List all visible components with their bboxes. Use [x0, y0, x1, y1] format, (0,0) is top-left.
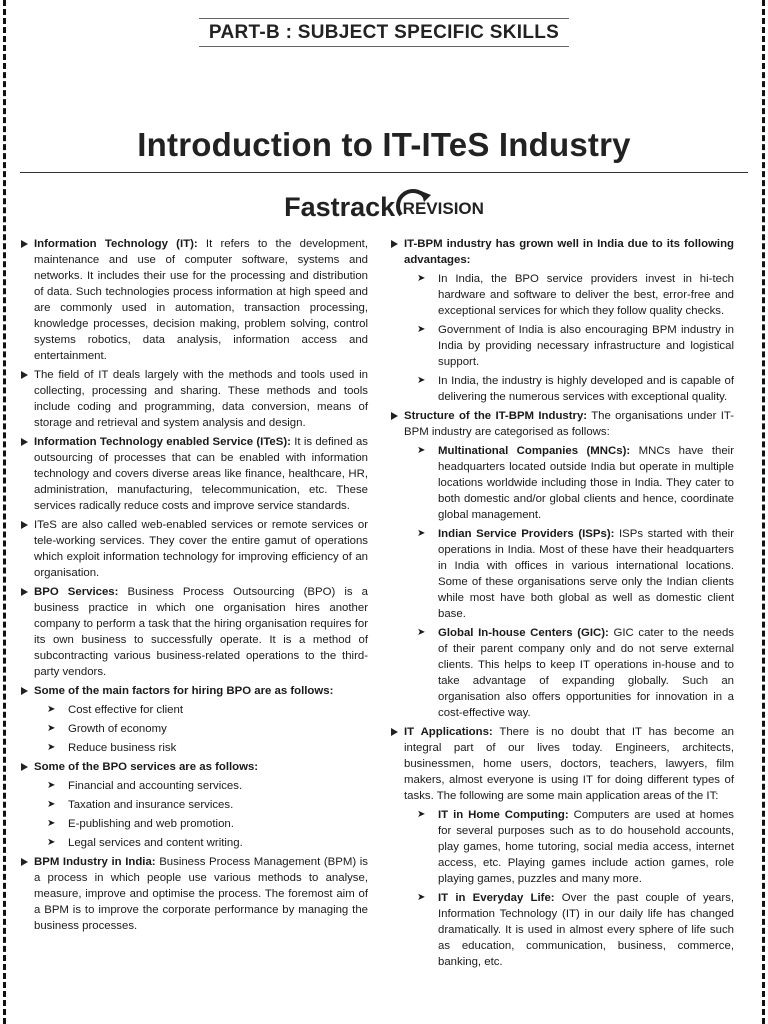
revision-word: REVISION — [402, 199, 484, 218]
left-column — [20, 236, 368, 937]
bullet-ites-web-enabled — [20, 517, 368, 581]
bullet-heading: Information Technology enabled Service (ITeS): — [34, 436, 291, 448]
bullet-heading: Structure of the IT-BPM Industry: — [404, 410, 588, 422]
list-item: ➤ In India, the BPO service providers invest in hi-tech hardware and software to deliver the best, error-free and exceptional services for which they follow quality checks. — [390, 271, 734, 319]
bullet-text: ITeS are also called web-enabled services or remote services or tele-working services. They cover the entire gamut of operations which exploit information technology for improving efficiency of an organisation. — [34, 519, 368, 579]
list-item: ➤ Cost effective for client — [20, 702, 368, 718]
sub-text: ISPs started with their operations in India. Most of these have their headquarters in India with offices in various international locations. Some of these organisations serve only the Indian clients while most have both global as well as domestic client base. — [438, 528, 734, 620]
sub-text: MNCs have their headquarters located outside India but operate in multiple locations worldwide including those in India. They cater to both domestic and/or global clients and hence, coordinate global management. — [438, 445, 734, 521]
bullet-bpo-services — [20, 584, 368, 680]
bullet-itbpm-advantages — [390, 236, 734, 268]
list-item-mncs — [390, 443, 734, 523]
sub-heading: Indian Service Providers (ISPs): — [438, 528, 615, 540]
sub-text: Computers are used at homes for several purposes such as to do household accounts, play games, home tutoring, social media access, internet access, etc. Playing games include action games, role playing games, puzzles and many more. — [438, 809, 734, 885]
sub-heading: IT in Home Computing: — [438, 809, 569, 821]
list-item-home-computing — [390, 807, 734, 887]
sub-heading: IT in Everyday Life: — [438, 892, 555, 904]
sub-heading: Global In-house Centers (GIC): — [438, 627, 609, 639]
part-header — [20, 18, 748, 47]
page-border-right — [762, 0, 765, 1024]
page-border-left — [3, 0, 6, 1024]
bullet-text: It refers to the development, maintenance and use of computer software, systems and networks. It includes their use for the processing and distribution of data. Such technologies process information at high speed and are commonly used in automation, transaction processing, knowledge processes, decision making, problem solving, control systems robotics, data analysis, information access and entertainment. — [34, 238, 369, 362]
bullet-text: It is defined as outsourcing of processes that can be enabled with information technology and covers diverse areas like finance, healthcare, HR, administration, manufacturing, telecommunication, etc. These services radically reduce costs and improve service standards. — [34, 436, 368, 512]
bullet-information-technology — [20, 236, 368, 364]
bullet-text: There is no doubt that IT has become an integral part of our lives today. Engineers, architects, businessmen, home users, doctors, teachers, lawyers, film makers, almost everyone is using IT for doing different types of tasks. The following are some main application areas of the IT: — [404, 726, 734, 802]
bullet-text: Business Process Management (BPM) is a process in which people use various methods to analyse, measure, improve and optimise the process. The foremost aim of a BPM is to improve the corporate performance by managing the business processes. — [34, 856, 368, 932]
revision-mark — [403, 199, 484, 218]
bullet-bpo-factors — [20, 683, 368, 699]
bullet-heading: IT Applications: — [404, 726, 493, 738]
list-item-isps — [390, 526, 734, 622]
page — [20, 0, 748, 1024]
bullet-field-of-it — [20, 367, 368, 431]
page-title: Introduction to IT-ITeS Industry — [137, 126, 631, 163]
bullet-text: The organisations under IT-BPM industry are categorised as follows: — [404, 410, 734, 438]
list-item: ➤ Growth of economy — [20, 721, 368, 737]
bullet-heading: BPM Industry in India: — [34, 856, 156, 868]
list-item: ➤ In India, the industry is highly developed and is capable of delivering the numerous services with exceptional quality. — [390, 373, 734, 405]
bullet-bpo-services-list — [20, 759, 368, 775]
sub-text: GIC cater to the needs of their parent company only and do not serve external clients. This helps to keep IT operations in-house and to take advantage of expanding globally. Such an organisation also offers opportunities for innovation in a cost-effective way. — [438, 627, 734, 719]
list-item: ➤ E-publishing and web promotion. — [20, 816, 368, 832]
bullet-heading: BPO Services: — [34, 586, 119, 598]
bullet-it-applications — [390, 724, 734, 804]
bullet-text: The field of IT deals largely with the methods and tools used in collecting, processing and sharing. These methods and tools include coding and programming, data conversion, means of storage and retrieval and system analysis and design. — [34, 369, 368, 429]
list-item: ➤ Reduce business risk — [20, 740, 368, 756]
fastrack-revision-logo — [20, 192, 748, 223]
list-item: ➤ Government of India is also encouraging BPM industry in India by providing necessary infrastructure and logistical support. — [390, 322, 734, 370]
part-label: PART-B : SUBJECT SPECIFIC SKILLS — [199, 18, 569, 47]
bullet-ites — [20, 434, 368, 514]
bullet-itbpm-structure — [390, 408, 734, 440]
title-divider — [20, 172, 748, 173]
list-item-gic — [390, 625, 734, 721]
sub-text: Over the past couple of years, Information Technology (IT) in our daily life has changed dramatically. It is used in almost every sphere of life such as education, communication, business, commerce, banking, etc. — [438, 892, 734, 968]
bullet-heading: IT-BPM industry has grown well in India due to its following advantages: — [404, 238, 734, 266]
bullet-text: Business Process Outsourcing (BPO) is a business practice in which one organisation hires another company to perform a task that the hiring organisation requires for its own business to successfully operate. It is a method of subcontracting various business-related operations to the third-party vendors. — [34, 586, 368, 678]
list-item: ➤ Taxation and insurance services. — [20, 797, 368, 813]
bullet-bpm-industry — [20, 854, 368, 934]
bullet-heading: Information Technology (IT): — [34, 238, 198, 250]
right-column — [390, 236, 734, 973]
list-item: ➤ Legal services and content writing. — [20, 835, 368, 851]
arrow-arc-icon — [395, 185, 433, 223]
sub-heading: Multinational Companies (MNCs): — [438, 445, 631, 457]
fastrack-word: Fastrack — [284, 192, 396, 222]
bullet-heading: Some of the BPO services are as follows: — [34, 761, 259, 773]
list-item-everyday-life — [390, 890, 734, 970]
bullet-heading: Some of the main factors for hiring BPO are as follows: — [34, 685, 334, 697]
list-item: ➤ Financial and accounting services. — [20, 778, 368, 794]
